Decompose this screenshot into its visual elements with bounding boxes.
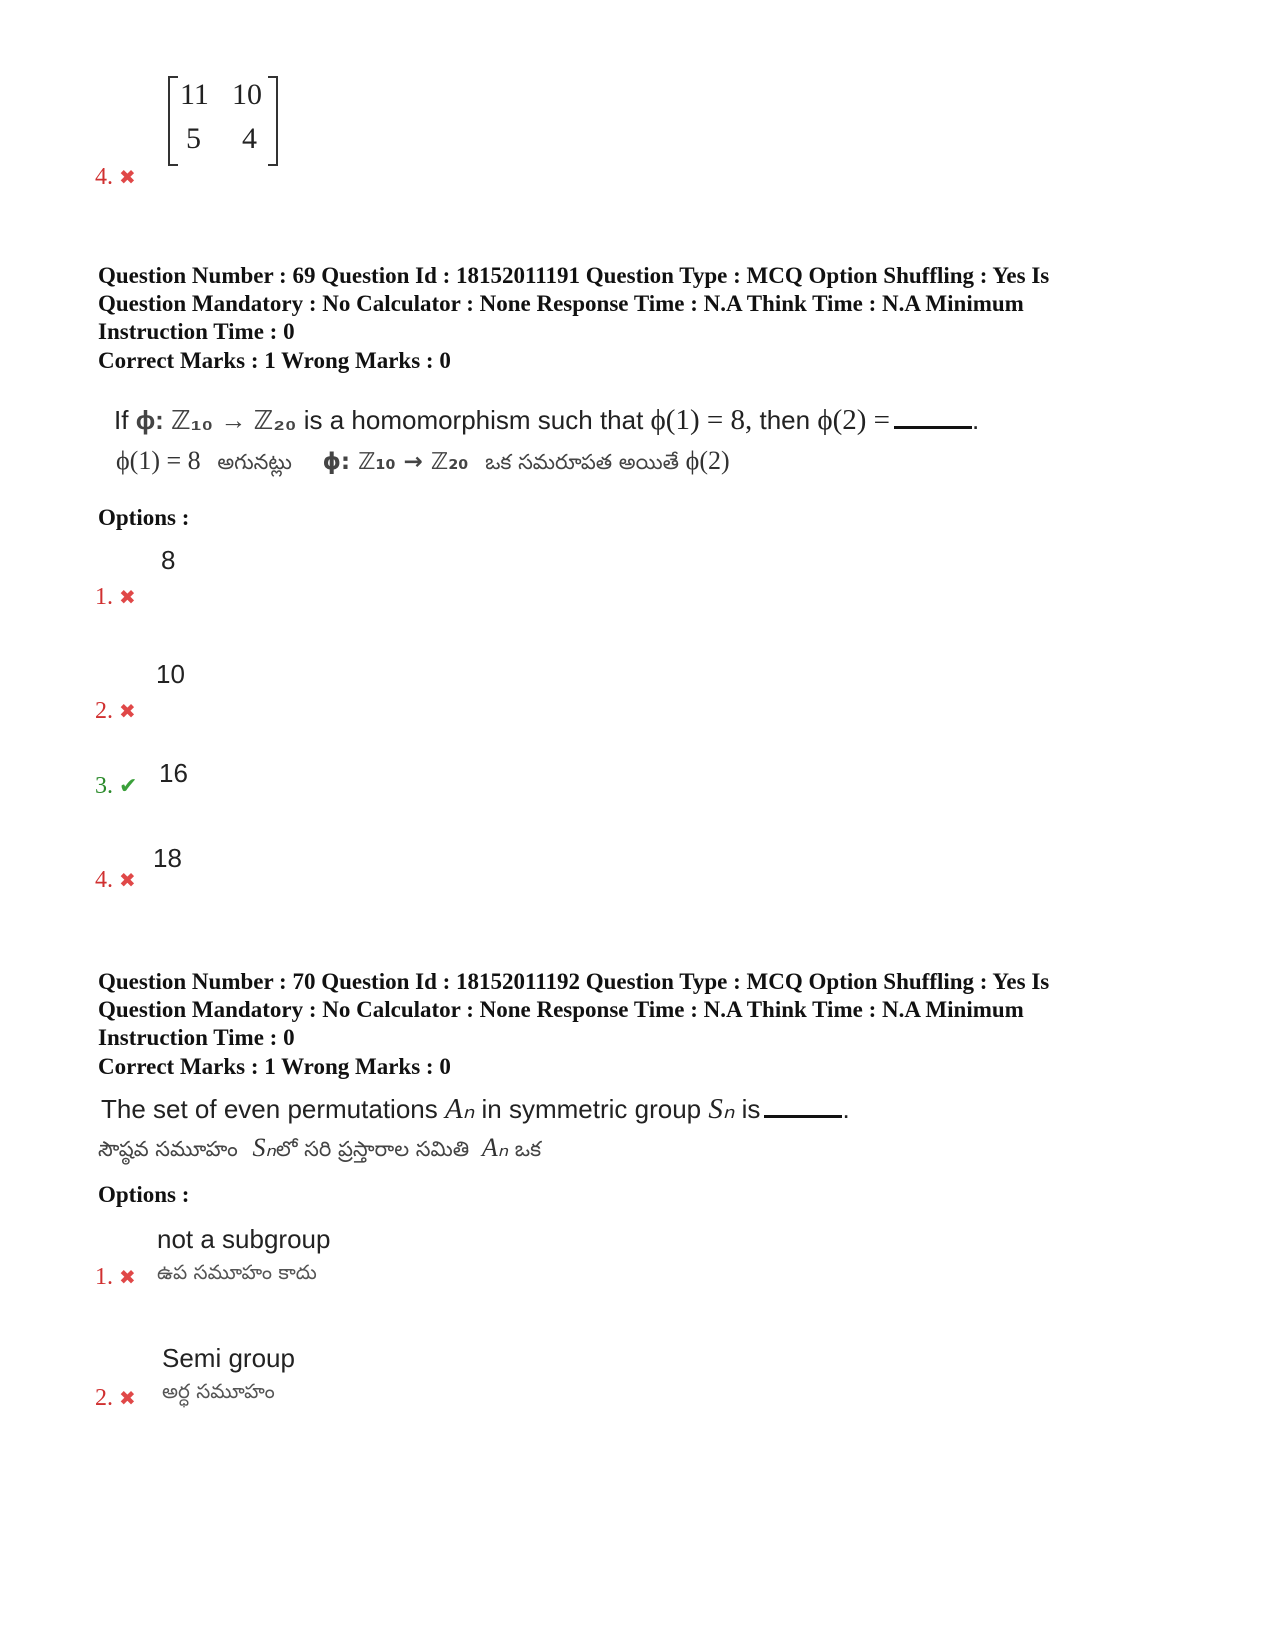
text-fragment: is a homomorphism such that bbox=[303, 405, 644, 435]
matrix-cell: 4 bbox=[242, 122, 257, 155]
option-number: 1. bbox=[95, 584, 113, 610]
meta-line: Question Mandatory : No Calculator : None Response Time : N.A Think Time : N.A Minimum bbox=[98, 291, 1024, 316]
prev-option-4 bbox=[95, 164, 136, 191]
option-number: 3. bbox=[95, 773, 113, 799]
cross-icon: ✖ bbox=[119, 699, 136, 723]
option-text: 18 bbox=[153, 843, 182, 873]
question-69-meta bbox=[98, 262, 1198, 346]
option-text: not a subgroup bbox=[157, 1224, 331, 1254]
matrix-cell: 10 bbox=[232, 78, 262, 111]
text-fragment: If bbox=[114, 405, 129, 435]
check-icon: ✔ bbox=[119, 774, 138, 799]
meta-line: Question Mandatory : No Calculator : None Response Time : N.A Think Time : N.A Minimum bbox=[98, 997, 1024, 1022]
option-number: 1. bbox=[95, 1264, 113, 1290]
option-text: Semi group bbox=[162, 1343, 295, 1373]
math-map: ϕ: ℤ₁₀ → ℤ₂₀ bbox=[135, 405, 297, 435]
cross-icon: ✖ bbox=[119, 868, 136, 892]
option-telugu: అర్ధ సమూహం bbox=[162, 1379, 275, 1403]
option-number: 4. bbox=[95, 867, 113, 893]
question-69-text bbox=[114, 404, 979, 437]
options-label: Options : bbox=[98, 505, 190, 530]
telugu-fragment: అగునట్లు bbox=[217, 450, 292, 474]
option-telugu: ఉప సమూహం కాదు bbox=[157, 1260, 317, 1284]
matrix-cell: 5 bbox=[186, 122, 201, 155]
text-fragment: then bbox=[759, 405, 811, 435]
text-fragment: . bbox=[972, 405, 980, 435]
option-4 bbox=[95, 867, 136, 894]
option-3 bbox=[95, 773, 137, 800]
telugu-fragment: ఒక bbox=[514, 1137, 542, 1161]
text-fragment: in symmetric group bbox=[481, 1094, 702, 1124]
question-70-meta bbox=[98, 968, 1198, 1052]
option-1 bbox=[95, 584, 136, 611]
telugu-fragment: లో సరి ప్రస్తారాల సమితి bbox=[275, 1137, 470, 1161]
cross-icon: ✖ bbox=[119, 1386, 136, 1410]
meta-line: Instruction Time : 0 bbox=[98, 1025, 295, 1050]
meta-line: Question Number : 69 Question Id : 18152011191 Question Type : MCQ Option Shuffling : Yes Is bbox=[98, 263, 1050, 288]
cross-icon: ✖ bbox=[119, 165, 136, 189]
telugu-fragment: సౌష్ఠవ సమూహం bbox=[98, 1137, 238, 1161]
math-An: Aₙ bbox=[481, 1133, 509, 1162]
telugu-fragment: ఒక సమరూపత అయితే bbox=[485, 450, 679, 474]
math-result: ϕ(2) bbox=[685, 446, 730, 475]
text-fragment: The set of even permutations bbox=[101, 1094, 438, 1124]
text-fragment: . bbox=[842, 1094, 850, 1124]
question-69-marks: Correct Marks : 1 Wrong Marks : 0 bbox=[98, 348, 451, 373]
meta-line: Instruction Time : 0 bbox=[98, 319, 295, 344]
question-69-telugu bbox=[116, 446, 730, 480]
option-number: 2. bbox=[95, 1385, 113, 1411]
math-Sn: Sₙ bbox=[708, 1093, 735, 1125]
question-70-text bbox=[101, 1091, 850, 1126]
math-An: Aₙ bbox=[444, 1093, 475, 1125]
options-label: Options : bbox=[98, 1182, 190, 1207]
option-text: 10 bbox=[156, 659, 185, 689]
matrix-option bbox=[168, 76, 278, 162]
math-map: ϕ: ℤ₁₀ → ℤ₂₀ bbox=[322, 449, 469, 475]
question-70-marks: Correct Marks : 1 Wrong Marks : 0 bbox=[98, 1054, 451, 1079]
option-2 bbox=[95, 698, 136, 725]
option-text: 16 bbox=[159, 758, 188, 788]
option-2 bbox=[95, 1385, 136, 1412]
cross-icon: ✖ bbox=[119, 585, 136, 609]
option-text: 8 bbox=[161, 545, 176, 575]
option-number: 2. bbox=[95, 698, 113, 724]
meta-line: Question Number : 70 Question Id : 18152011192 Question Type : MCQ Option Shuffling : Yes Is bbox=[98, 969, 1050, 994]
matrix-cell: 11 bbox=[180, 78, 209, 111]
math-Sn: Sₙ bbox=[252, 1133, 276, 1162]
question-70-telugu bbox=[98, 1133, 541, 1167]
text-fragment: is bbox=[741, 1094, 761, 1124]
answer-blank bbox=[764, 1115, 842, 1118]
cross-icon: ✖ bbox=[119, 1265, 136, 1289]
option-number: 4. bbox=[95, 164, 113, 190]
option-1 bbox=[95, 1264, 136, 1291]
math-result: ϕ(2) = bbox=[817, 404, 890, 436]
math-condition: ϕ(1) = 8, bbox=[650, 404, 753, 436]
answer-blank bbox=[894, 426, 972, 429]
math-condition: ϕ(1) = 8 bbox=[116, 446, 201, 475]
